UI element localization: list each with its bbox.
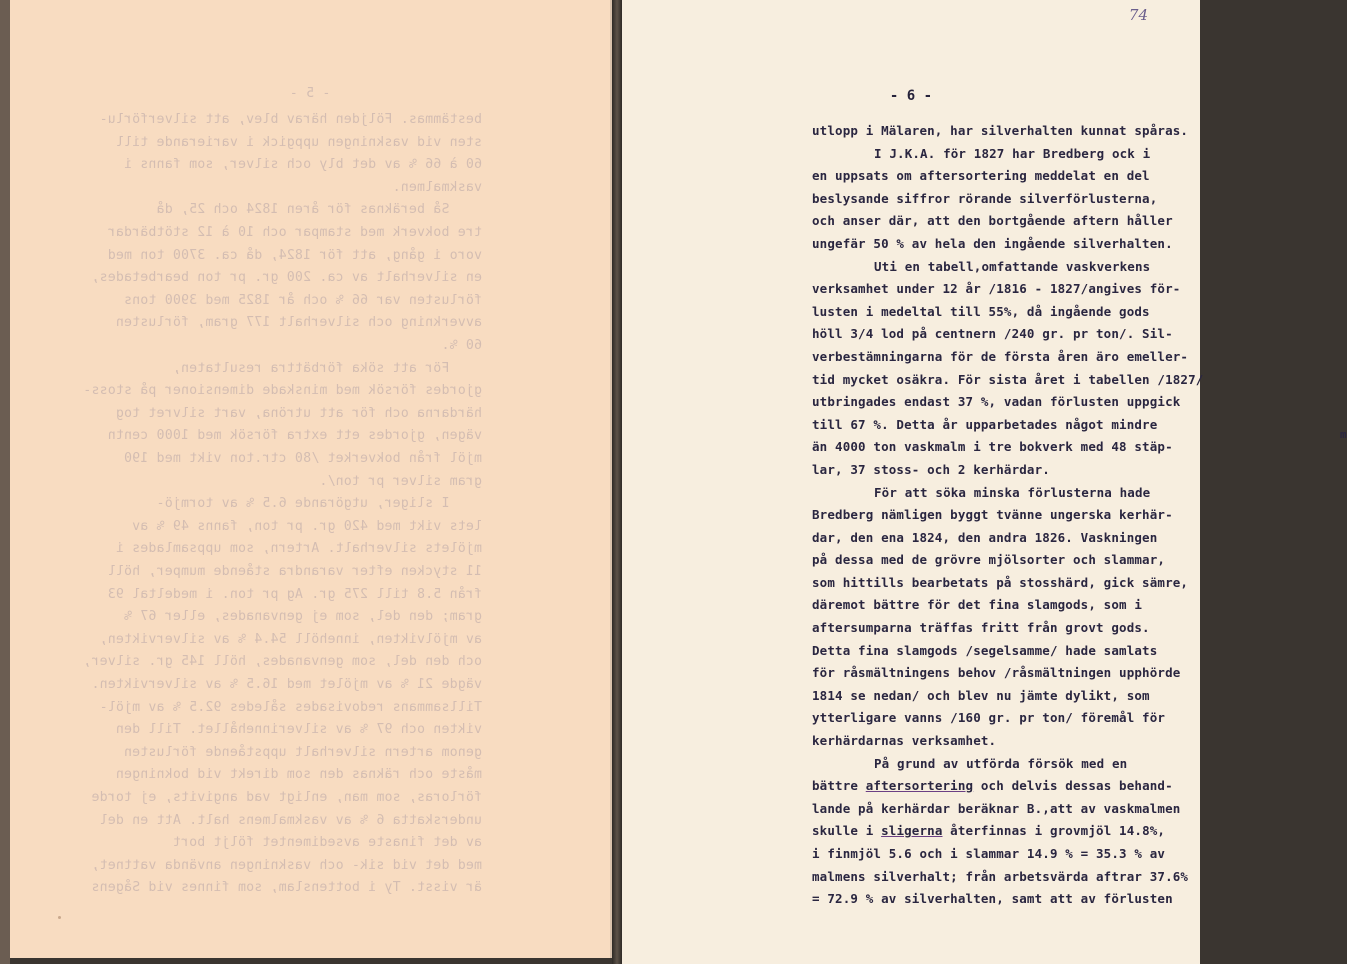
book-spine (612, 0, 622, 964)
text-line (812, 233, 1203, 256)
text-line (812, 165, 1203, 188)
show-through-line: vaskmalmen. (392, 179, 482, 195)
text-segment: som hittills bearbetats på stosshärd, gick sämre, (812, 574, 1189, 590)
text-segment: beslysande siffror rörande silverförlusterna, (812, 190, 1158, 206)
show-through-line: 60 %. (441, 338, 482, 353)
show-through-line: 11 stycken efter varandra stående mumper, höll (107, 564, 482, 579)
text-segment: Bredberg nämligen byggt tvänne ungerska kerhär- (812, 507, 1173, 523)
text-line (812, 549, 1203, 572)
text-line (812, 188, 1203, 211)
text-line (812, 888, 1203, 911)
text-line (812, 278, 1203, 301)
show-through-line: lets vikt med 420 gr. pr ton, fanns 49 % av (131, 518, 482, 534)
show-through-line: och den del, som genvanades, höll 145 gr. silver, (83, 654, 482, 670)
text-segment: I J.K.A. för 1827 har Bredberg ock i (874, 145, 1151, 161)
show-through-line: vägde 21 % av mjölet med 16.5 % av silvervikten. (91, 677, 482, 692)
show-through-line: av mjölvikten, innehöll 54.4 % av silvervikten, (99, 631, 482, 647)
text-segment: tid mycket osäkra. För sista året i tabellen /1827/ (812, 371, 1204, 387)
text-segment: verbestämningarna för de första åren äro emeller- (812, 348, 1189, 364)
text-line (812, 730, 1203, 753)
paper-speck (58, 916, 61, 919)
text-line (812, 572, 1203, 595)
underlined-term: aftersortering (865, 778, 974, 794)
text-segment: och delvis dessas behand- (973, 778, 1173, 794)
show-through-line: gram silver pr ton/. (319, 473, 482, 489)
text-line (812, 391, 1203, 414)
show-through-line: en silverhalt av ca. 200 gr. pr ton bearbetades, (91, 270, 482, 286)
show-through-line: underskatta 6 % av vaskmalmens halt. Att en del (99, 812, 482, 828)
left-page (10, 0, 612, 958)
text-segment: aftersumparna träffas fritt från grovt gods. (812, 620, 1150, 636)
text-segment: verksamhet under 12 år /1816 - 1827/angives för- (812, 281, 1181, 297)
underlined-term: sligerna (881, 823, 943, 839)
show-through-line: tre bokverk med stampar och 10 à 12 stötbärdar (107, 225, 482, 240)
text-line (812, 594, 1203, 617)
text-line (812, 369, 1203, 392)
show-through-line: av det finaste avsedimentet följt bort (172, 835, 482, 851)
text-segment: i finmjöl 5.6 och i slammar 14.9 % = 35.3 % av (812, 846, 1166, 861)
show-through-line: mjölets silverhalt. Artern, som uppsamlades i (115, 541, 482, 557)
text-segment: till 67 %. Detta år upparbetades något mindre (812, 416, 1158, 432)
text-segment: på dessa med de grövre mjölsorter och slammar, (812, 552, 1166, 568)
right-page (622, 0, 1347, 964)
text-line (812, 820, 1203, 843)
left-page-number: - 5 - (289, 86, 331, 101)
show-through-line: Så beräknas för åren 1824 och 25, då (156, 202, 482, 218)
show-through-line: förloras, som man, enligt vad angivits, ej torde (91, 790, 482, 805)
show-through-line: 60 à 66 % av det bly och silver, som fanns i (123, 157, 482, 173)
show-through-line: härdarna och för att utröna, vart silvret tog (115, 405, 482, 421)
text-line (812, 459, 1203, 482)
text-line (812, 685, 1203, 708)
text-line (812, 256, 1203, 279)
folio-number: 74 (1128, 6, 1148, 24)
text-segment: återfinnas i grovmjöl 14.8%, (942, 823, 1166, 839)
show-through-line: gjordes försök med minskade dimensioner på stoss- (83, 383, 482, 399)
typed-text-body (812, 120, 1347, 911)
show-through-line: är visst. Ty i bottenslam, som finnes vid Sågens (91, 880, 482, 896)
show-through-line: sten vid vaskningen uppgick i varierande till (115, 134, 482, 150)
show-through-line: vägen, gjordes ett extra försök med 1000 centn (107, 428, 482, 444)
text-segment: och anser där, att den bortgående aftern håller (812, 213, 1173, 229)
text-segment: skulle i (812, 823, 882, 839)
text-segment: lusten i medeltal till 55%, då ingående gods (812, 303, 1150, 319)
right-page-number: - 6 - (889, 88, 933, 104)
text-line (812, 143, 1203, 166)
text-line (812, 323, 1203, 346)
text-line (812, 504, 1203, 527)
text-line (812, 428, 1347, 459)
text-line (812, 798, 1203, 821)
show-through-line: genom artern silverhalt uppstående förlusten (123, 744, 482, 760)
show-through-line: I sliger, utgörande 6.5 % av tormjö- (156, 496, 482, 512)
text-line (812, 346, 1203, 369)
text-segment: utlopp i Mälaren, har silverhalten kunnat spåras. (812, 123, 1189, 138)
text-segment: kerhärdarnas verksamhet. (812, 733, 997, 749)
text-line (812, 775, 1203, 798)
text-line (812, 866, 1203, 889)
text-segment: för råsmältningens behov /råsmältningen upphörde (812, 665, 1181, 681)
text-segment: På grund av utförda försök med en (874, 755, 1128, 771)
show-through-line: gram; den del, som ej genvanades, eller 67 % (123, 609, 482, 625)
text-segment: en uppsats om aftersortering meddelat en del (812, 168, 1150, 184)
show-through-line: För att söka förbättra resultaten, (172, 360, 482, 376)
text-segment: än 4000 ton vaskmalm i tre bokverk med 48 stäp- (812, 439, 1173, 455)
show-through-line: förlusten var 66 % och år 1825 med 3900 tons (123, 292, 482, 308)
text-line (812, 843, 1203, 866)
text-segment: lar, 37 stoss- och 2 kerhärdar. (812, 461, 1050, 477)
text-segment: lande på kerhärdar beräknar B.,att av vaskmalmen (812, 800, 1181, 816)
text-line (812, 707, 1203, 730)
text-line (812, 301, 1203, 324)
text-segment: Detta fina slamgods /segelsamme/ hade samlats (812, 642, 1158, 658)
text-segment: Uti en tabell,omfattande vaskverkens (874, 258, 1151, 274)
text-line (812, 482, 1203, 505)
text-line (812, 617, 1203, 640)
show-through-line: vikten och 97 % av silverinnehållet. Till den (115, 722, 482, 738)
text-segment: utbringades endast 37 %, vadan förlusten uppgick (812, 394, 1181, 410)
text-segment: ytterligare vanns /160 gr. pr ton/ föremål för (812, 710, 1166, 726)
inserted-letter: m (1340, 428, 1347, 442)
text-segment: För att söka minska förlusterna hade (874, 484, 1151, 500)
text-line (812, 753, 1203, 776)
show-through-line: Tillsammans redovisades således 92.5 % av mjöl- (99, 699, 482, 715)
text-segment: däremot bättre för det fina slamgods, som i (812, 597, 1143, 613)
text-segment: höll 3/4 lod på centnern /240 gr. pr ton/. Sil- (812, 326, 1173, 342)
show-through-line: måste och räknas den som direkt vid bokningen (115, 767, 482, 783)
text-segment: malmens silverhalt; från arbetsvärda aftrar 37.6% (812, 868, 1189, 884)
text-segment: = 72.9 % av silverhalten, samt att av förlusten (812, 891, 1173, 907)
text-segment: dar, den ena 1824, den andra 1826. Vaskningen (812, 529, 1158, 545)
show-through-line: med det vid sik- och vaskningen använda vattnet, (91, 857, 482, 873)
show-through-line: bestämmas. Följden härav blev, att silverförlu- (99, 112, 482, 127)
text-line (812, 662, 1203, 685)
text-segment: 1814 se nedan/ och blev nu jämte dylikt, som (812, 687, 1150, 703)
show-through-line: avverkning och silverhalt 177 gram, förlusten (115, 315, 482, 331)
text-segment: bättre (812, 778, 866, 794)
text-line (812, 640, 1203, 663)
text-line (812, 210, 1203, 233)
show-through-line: från 5.8 till 275 gr. Ag pr ton. i medeltal 93 (107, 586, 482, 602)
text-segment: ungefär 50 % av hela den ingående silverhalten. (812, 235, 1173, 251)
text-line (812, 527, 1203, 550)
text-line (812, 414, 1203, 437)
show-through-line: voro i gång, att för 1824, då ca. 3700 ton med (107, 247, 482, 263)
book-edge (0, 0, 10, 964)
text-line (812, 120, 1203, 143)
show-through-line: mjöl från bokverket /80 ctr.ton vikt med 190 (123, 451, 482, 466)
